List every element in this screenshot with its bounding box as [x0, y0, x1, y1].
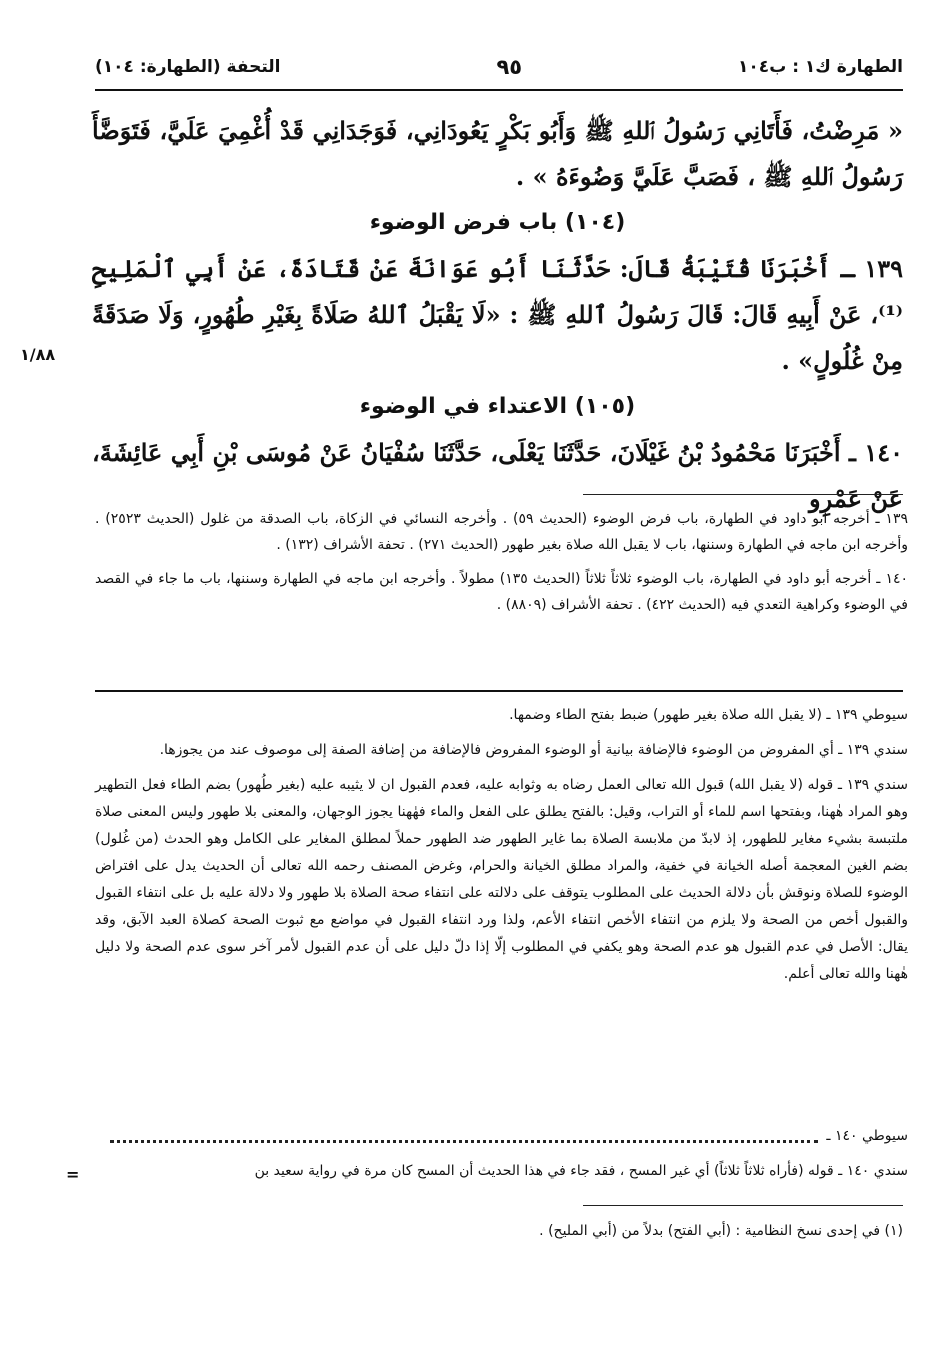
takhrij-separator [583, 494, 903, 495]
dotted-leader [110, 1130, 818, 1143]
hadith-140: ١٤٠ ـ أَخْبَرَنَا مَحْمُودُ بْنُ غَيْلَانَ، حَدَّثَنَا يَعْلَى، حَدَّثَنَا سُفْيَانُ عَنْ مُوسَى بْنِ أَبِي عَائِشَةَ، عَنْ عَمْرِو [92, 438, 903, 513]
chapter-104-title: (١٠٤) باب فرض الوضوء [369, 210, 626, 235]
commentary-sindi-139-a: سندي ١٣٩ ـ أي المفروض من الوضوء فالإضافة بيانية أو الوضوء المفروض فالإضافة من إضافة الصفة إلى موصوف عند من يجوزها. [159, 742, 908, 758]
hadith-139: ١٣٩ ـ أَخْبَرَنَا قُتَيْبَةُ قَالَ: حَدَّثَنَا أَبُو عَوَانَةَ عَنْ قَتَادَةَ، عَنْ أَبِي ٱلْمَلِيحِ ⁽¹⁾، عَنْ أَبِيهِ قَالَ: قَالَ رَسُولُ ٱللهِ ﷺ : «لَا يَقْبَلُ ٱللهُ صَلَاةً بِغَيْرِ طُهُورٍ، وَلَا صَدَقَةً مِنْ غُلُولٍ» . [92, 254, 903, 375]
footnote: (١) في إحدى نسخ النظامية : (أبي الفتح) بدلاً من (أبي المليح) . [539, 1223, 903, 1239]
commentary-rule [95, 690, 903, 692]
commentary-sindi-139-b: سندي ١٣٩ ـ قوله (لا يقبل الله) قبول الله تعالى العمل رضاه به وثوابه عليه، فعدم القبول ان لا يثيبه عليه (بغير طُهور) بضم الطاء فعل التطهير وهو المراد هٰهنا، وبفتحها اسم للماء أو التراب، وقيل: بالفتح يطلق على الفعل والماء فهٰهنا يجوز الوجهان، والمعنى بلا طهور وليس المعنى صلاة ملتبسة بشيء مغاير للطهور، إذ لابدّ من ملابسة الصلاة بما غاير الطهور ضد الطهور حملاً لمطلق المغاير على الكامل وهو الحدث (من غُلول) بضم الغين المعجمة أصله الخيانة في خفية، والمراد مطلق الخيانة والحرام، وغرض المصنف رحمه الله تعالى أن الحديث يدل على افتراض الوضوء للصلاة ونوقش بأن دلالة الحديث على المطلوب يتوقف على دلالته على انتفاء صحة الصلاة بلا طهور ولا دلالة عليه بل على انتفاء القبول والقبول أخص من الصحة ولا يلزم من انتفاء الأخص انتفاء الأعم، ولذا ورد انتفاء القبول في مواضع مع ثبوت الصحة كصلاة العبد الآبق، وقد يقال: الأصل في عدم القبول هو عدم الصحة وهو يكفي في المطلوب إلّا إذا دلّ دليل على أن عدم القبول لأمر آخر سوى عدم الصحة ولا دليل هٰهنا والله تعالى أعلم. [95, 777, 908, 982]
page-number: ٩٥ [496, 55, 523, 79]
continuation-mark: = [66, 1165, 80, 1184]
main-text [92, 108, 903, 522]
chapter-105-title: (١٠٥) الاعتداء في الوضوء [359, 394, 636, 419]
footnote-separator [583, 1205, 903, 1206]
header-right: الطهارة ك١ : ب١٠٤ [738, 57, 903, 77]
takhrij-139: ١٣٩ ـ أخرجه أبو داود في الطهارة، باب فرض الوضوء (الحديث ٥٩) . وأخرجه النسائي في الزكاة، باب الصدقة من غلول (الحديث ٢٥٢٣) . وأخرجه ابن ماجه في الطهارة وسننها، باب لا يقبل الله صلاة بغير طهور (الحديث ٢٧١) . تحفة الأشراف (١٣٢) . [95, 511, 908, 553]
suyuti-140-line [110, 1128, 908, 1144]
takhrij-notes [95, 506, 908, 626]
takhrij-140: ١٤٠ ـ أخرجه أبو داود في الطهارة، باب الوضوء ثلاثاً ثلاثاً (الحديث ١٣٥) مطولاً . وأخرجه ابن ماجه في الطهارة وسننها، باب ما جاء في القصد في الوضوء وكراهية التعدي فيه (الحديث ٤٢٢) . تحفة الأشراف (٨٨٠٩) . [95, 571, 909, 613]
header-left: التحفة (الطهارة: ١٠٤) [95, 57, 281, 77]
running-header [95, 50, 903, 84]
commentary [95, 702, 908, 996]
suyuti-140-label: سيوطي ١٤٠ ـ [826, 1128, 908, 1144]
hadith-continuation: « مَرِضْتُ، فَأَتَانِي رَسُولُ ٱللهِ ﷺ وَأَبُو بَكْرٍ يَعُودَانِي، فَوَجَدَانِي قَدْ أُغْمِيَ عَلَيَّ، فَتَوَضَّأَ رَسُولُ ٱللهِ ﷺ ، فَصَبَّ عَلَيَّ وَضُوءَهُ » . [92, 116, 903, 191]
commentary-sindi-140: سندي ١٤٠ ـ قوله (فأراه ثلاثاً ثلاثاً) أي غير المسح ، فقد جاء في هذا الحديث أن المسح كان مرة في رواية سعيد بن [254, 1163, 908, 1179]
commentary-suyuti-139: سيوطي ١٣٩ ـ (لا يقبل الله صلاة بغير طهور) ضبط بفتح الطاء وضمها. [509, 707, 908, 723]
margin-reference: ١/٨٨ [20, 345, 56, 364]
header-rule [95, 89, 903, 91]
